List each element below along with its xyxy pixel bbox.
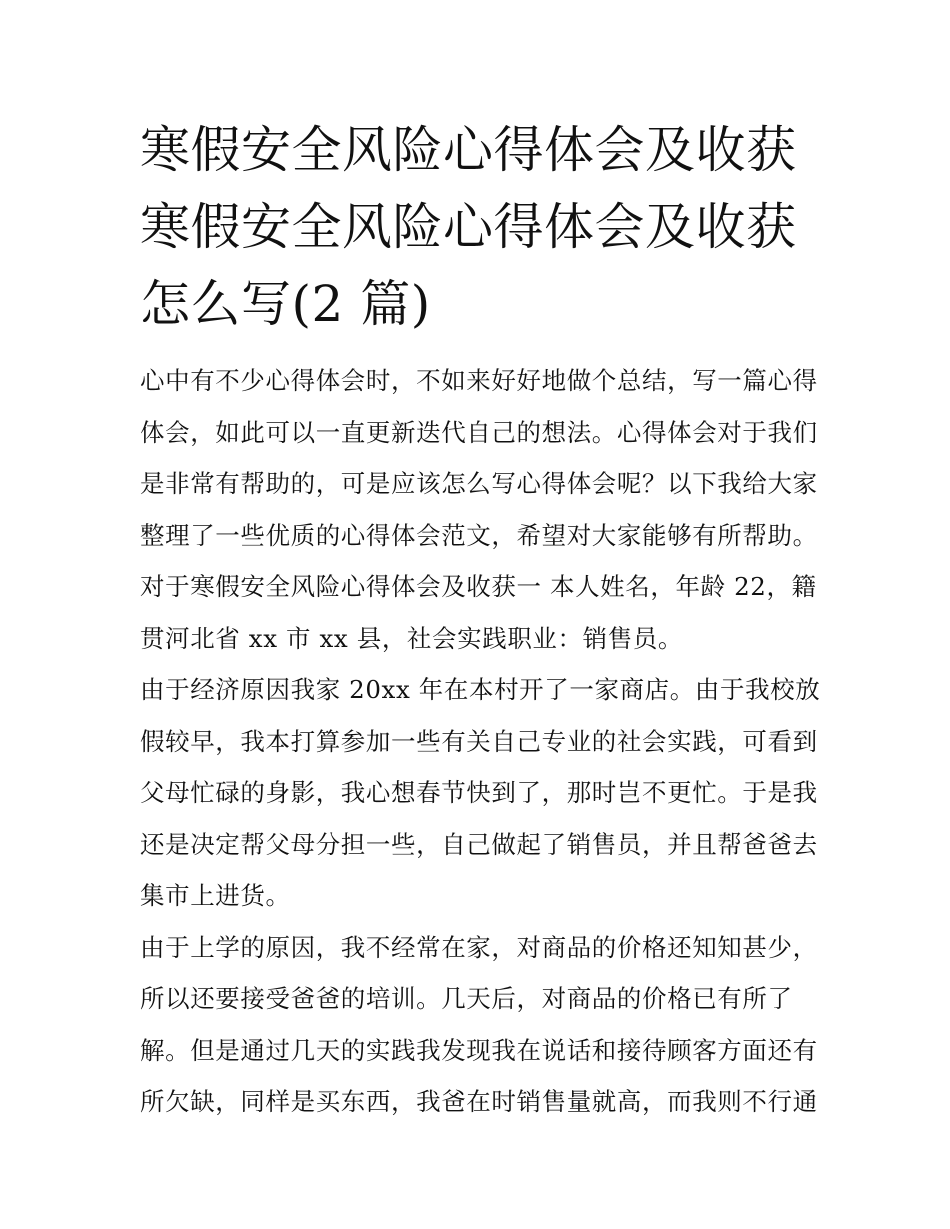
personal-info-paragraph [140, 561, 820, 664]
text-line: 对于寒假安全风险心得体会及收获一 本人姓名，年龄 22，籍 [140, 572, 817, 601]
text-line: 假较早，我本打算参加一些有关自己专业的社会实践，可看到 [140, 726, 818, 756]
text-line: 解。但是通过几天的实践我发现我在说话和接待顾客方面还有 [140, 1035, 818, 1065]
intro-paragraph [140, 355, 820, 561]
text-line: 心中有不少心得体会时，不如来好好地做个总结，写一篇心得 [140, 366, 818, 395]
training-paragraph [140, 922, 820, 1128]
text-line: 整理了一些优质的心得体会范文，希望对大家能够有所帮助。 [140, 520, 818, 550]
text-line: 集市上进货。 [140, 881, 291, 910]
text-line: 由于经济原因我家 20xx 年在本村开了一家商店。由于我校放 [140, 675, 821, 704]
title-line: 寒假安全风险心得体会及收获 [140, 121, 797, 179]
document-body [140, 355, 820, 1128]
text-line: 体会，如此可以一直更新迭代自己的想法。心得体会对于我们 [140, 417, 818, 447]
text-line: 由于上学的原因，我不经常在家，对商品的价格还知知甚少， [140, 932, 818, 962]
text-line: 父母忙碌的身影，我心想春节快到了，那时岂不更忙。于是我 [140, 778, 818, 807]
text-line: 还是决定帮父母分担一些，自己做起了销售员，并且帮爸爸去 [140, 829, 818, 859]
text-line: 所欠缺，同样是买东西，我爸在时销售量就高，而我则不行通 [140, 1087, 818, 1116]
text-line: 贯河北省 xx 市 xx 县，社会实践职业：销售员。 [140, 623, 684, 653]
document-title [140, 112, 820, 343]
text-line: 是非常有帮助的，可是应该怎么写心得体会呢？以下我给大家 [140, 469, 818, 498]
title-line: 寒假安全风险心得体会及收获 [140, 198, 797, 256]
title-line: 怎么写(2 篇) [140, 275, 431, 333]
store-paragraph [140, 664, 820, 922]
text-line: 所以还要接受爸爸的培训。几天后，对商品的价格已有所了 [140, 984, 793, 1013]
